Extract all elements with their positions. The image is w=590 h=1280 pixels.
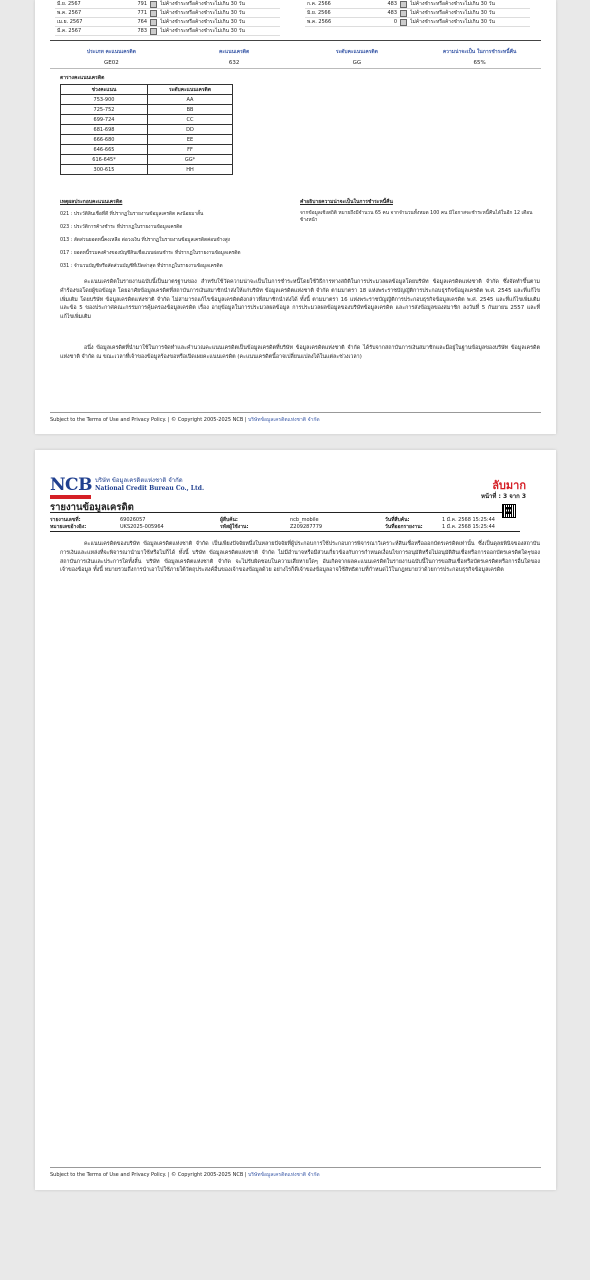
table-row xyxy=(61,125,233,135)
score-level-header: ระดับคะแนนเครดิต xyxy=(335,49,378,55)
confidential-label: ลับมาก xyxy=(492,479,526,492)
probability-value: 65% xyxy=(473,60,486,66)
payment-status: ไม่ค้างชำระหรือค้างชำระไม่เกิน 30 วัน xyxy=(410,10,495,16)
ncb-disclaimer-paragraph: คะแนนเครดิตของบริษัท ข้อมูลเครดิตแห่งชาติ จำกัด เป็นเพียงปัจจัยหนึ่งในหลายปัจจัยที่ผู้ประกอบการใช้ประกอบการพิจารณาวิเคราะห์สินเชื่อหรือออกบัตรเครดิตเท่านั้น ซึ่งเป็นดุลยพินิจของสถาบันการเงินและแหล่งที่จะพิจารณานำมาใช้หรือไม่ก็ได้ ทั้งนี้ บริษัท ข้อมูลเครดิตแห่งชาติ จำกัด ไม่มีอำนาจหรือมีส่วนเกี่ยวข้องกับการกำหนดเงื่อนไขการอนุมัติหรือไม่อนุมัติสินเชื่อหรือการออกบัตรเครดิตใดๆของสถาบันการเงินและประการใดทั้งสิ้น บริษัท ข้อมูลเครดิตแห่งชาติ จำกัด จะไม่รับผิดชอบในความเสียหายใดๆ อันเกิดจากผลคะแนนเครดิตในรายงานฉบับนี้ในการขอสินเชื่อหรือบัตรเครดิตหรือการอื่นใดของเจ้าของข้อมูล ทั้งนี้ หมายรวมถึงการนำเอาไปใช้ภายใต้วัตถุประสงค์อื่นของเจ้าของข้อมูลด้วย อย่างไรก็ดีเจ้าของข้อมูลอาจใช้สิทธิตามที่กำหนดไว้ในกฎหมายว่าด้วยการประกอบธุรกิจข้อมูลเครดิต xyxy=(60,541,540,574)
table-row xyxy=(61,95,233,105)
payment-status: ไม่ค้างชำระหรือค้างชำระไม่เกิน 30 วัน xyxy=(410,19,495,25)
status-square-icon xyxy=(150,10,157,17)
payment-month: มี.ค. 2567 xyxy=(57,28,82,34)
range-cell: 699-724 xyxy=(61,115,148,125)
payment-value: 771 xyxy=(137,10,147,16)
page-footer xyxy=(50,412,541,424)
payment-month: พ.ค. 2567 xyxy=(57,10,82,16)
user-value: ncb_mobile xyxy=(290,516,319,523)
status-square-icon xyxy=(150,28,157,35)
user-label: ผู้สืบค้น: xyxy=(220,516,238,523)
level-cell: FF xyxy=(148,145,233,155)
payment-row xyxy=(305,18,530,27)
title-divider xyxy=(50,512,508,513)
score-data-paragraph: อนึ่ง ข้อมูลเครดิตที่นำมาใช้ในการจัดทำและคำนวณคะแนนเครดิตเป็นข้อมูลเครดิตที่บริษัท ข้อมูลเครดิตแห่งชาติ จำกัด ได้รับจากสถาบันการเงินสมาชิกและมีอยู่ในฐานข้อมูลของบริษัท ข้อมูลเครดิตแห่งชาติ จำกัด ณ ขณะเวลาที่เจ้าของข้อมูลร้องขอหรือเปิดเผยคะแนนเครดิต (คะแนนเครดิตนี้อาจเปลี่ยนแปลงได้ในแต่ละช่วงเวลา) xyxy=(60,345,540,360)
payment-status: ไม่ค้างชำระหรือค้างชำระไม่เกิน 30 วัน xyxy=(160,1,245,7)
range-column-header: ช่วงคะแนน xyxy=(61,85,148,95)
table-row xyxy=(61,105,233,115)
level-cell: HH xyxy=(148,165,233,175)
payment-row xyxy=(305,0,530,9)
footer-copyright: Subject to the Terms of Use and Privacy Policy. | © Copyright 2005-2025 NCB | xyxy=(50,1172,249,1178)
footer-company-link[interactable]: บริษัทข้อมูลเครดิตแห่งชาติ จำกัด xyxy=(248,417,320,423)
report-no-label: รายงานเลขที่: xyxy=(50,516,81,523)
user-code-label: รหัสผู้ใช้งาน: xyxy=(220,524,249,531)
status-square-icon xyxy=(400,10,407,17)
report-info xyxy=(50,516,520,532)
report-page-2 xyxy=(35,0,556,434)
payment-month: ก.ค. 2566 xyxy=(307,1,331,7)
reference-label: หมายเลขอ้างอิง: xyxy=(50,524,87,531)
inquiry-date-label: วันที่สืบค้น: xyxy=(385,516,410,523)
status-square-icon xyxy=(400,19,407,26)
range-cell: 300-615 xyxy=(61,165,148,175)
range-cell: 681-698 xyxy=(61,125,148,135)
inquiry-date-value: 1 มี.ค. 2568 15:25:44 xyxy=(442,516,495,523)
score-type-header: ประเภท คะแนนเครดิต xyxy=(86,49,136,55)
payment-month: พ.ค. 2566 xyxy=(307,19,332,25)
reason-title: เหตุผลประกอบคะแนนเครดิต xyxy=(60,199,123,205)
score-value: 632 xyxy=(228,60,240,66)
score-level-value: GG xyxy=(352,60,362,66)
range-cell: 646-665 xyxy=(61,145,148,155)
level-cell: GG* xyxy=(148,155,233,165)
reason-item: 013 : สัดส่วนยอดหนี้คงเหลือ ต่อวงเงิน ที่ปรากฏในรายงานข้อมูลเครดิตค่อนข้างสูง xyxy=(60,238,231,243)
score-disclaimer-paragraph: คะแนนเครดิตในรายงานฉบับนี้เป็นมาตรฐานของ สำหรับใช้วัดความน่าจะเป็นในการชำระหนี้โดยใช้วิธีการทางสถิติในการประมวลผลข้อมูลโดยบริษัท ข้อมูลเครดิตแห่งชาติ จำกัด ซึ่งจัดทำขึ้นตามคำร้องขอโดยผู้ขอข้อมูล โดยอาศัยข้อมูลเครดิตที่สถาบันการเงินสมาชิกนำส่งให้แก่บริษัท ข้อมูลเครดิตแห่งชาติ จำกัด ตามมาตรา 18 แห่งพระราชบัญญัติการประกอบธุรกิจข้อมูลเครดิต พ.ศ. 2545 และที่แก้ไขเพิ่มเติม โดยบริษัท ข้อมูลเครดิตแห่งชาติ จำกัด ไม่สามารถแก้ไขข้อมูลเครดิตดังกล่าวที่สมาชิกนำส่งได้ ทั้งนี้ ตามมาตรา 16 แห่งพระราชบัญญัติการประกอบธุรกิจข้อมูลเครดิต พ.ศ. 2545 และที่แก้ไขเพิ่มเติม และข้อ 5 ของประกาศคณะกรรมการคุ้มครองข้อมูลเครดิต เรื่อง อายุข้อมูลในการประมวลผลข้อมูล การประมวลผลข้อมูลของบริษัทข้อมูลเครดิต และการส่งข้อมูลของสมาชิก ลงวันที่ 5 กันยายน 2557 และที่แก้ไขเพิ่มเติม xyxy=(60,279,540,321)
table-row xyxy=(61,155,233,165)
footer-company-link[interactable]: บริษัทข้อมูลเครดิตแห่งชาติ จำกัด xyxy=(248,1172,320,1178)
payment-value: 783 xyxy=(137,28,147,34)
payment-status: ไม่ค้างชำระหรือค้างชำระไม่เกิน 30 วัน xyxy=(410,1,495,7)
table-row xyxy=(61,135,233,145)
payment-value: 0 xyxy=(393,19,397,25)
reason-item: 031 : จำนวนบัญชีหรือสัดส่วนบัญชีที่เปิดล่าสุด ที่ปรากฏในรายงานข้อมูลเครดิต xyxy=(60,264,223,269)
payment-row xyxy=(55,9,280,18)
probability-description: จากข้อมูลเชิงสถิติ หมายถึงมีจำนวน 65 คน จากจำนวนทั้งหมด 100 คน มีโอกาสจะชำระหนี้คืนได้ในอีก 12 เดือนข้างหน้า xyxy=(300,211,533,223)
reason-item: 023 : ประวัติการค้างชำระ ที่ปรากฏในรายงานข้อมูลเครดิต xyxy=(60,225,183,230)
payment-row xyxy=(305,9,530,18)
status-square-icon xyxy=(400,1,407,8)
probability-title: คำอธิบายความน่าจะเป็นในการชำระหนี้คืน xyxy=(300,199,393,205)
payment-value: 791 xyxy=(137,1,147,7)
reason-item: 017 : ยอดหนี้รวมคงค้างของบัญชีสินเชื่อแบบผ่อนชำระ ที่ปรากฏในรายงานข้อมูลเครดิต xyxy=(60,251,241,256)
ncb-logo-mark: NCB xyxy=(50,475,92,495)
report-date-value: 1 มี.ค. 2568 15:25:44 xyxy=(442,524,495,531)
payment-month: มิ.ย. 2566 xyxy=(307,10,331,16)
payment-month: เม.ย. 2567 xyxy=(57,19,83,25)
payment-value: 764 xyxy=(137,19,147,25)
level-cell: AA xyxy=(148,95,233,105)
company-name-en: National Credit Bureau Co., Ltd. xyxy=(94,485,205,492)
logo-red-bar xyxy=(50,495,91,499)
payment-history-right xyxy=(305,0,530,27)
range-cell: 753-900 xyxy=(61,95,148,105)
payment-status: ไม่ค้างชำระหรือค้างชำระไม่เกิน 30 วัน xyxy=(160,28,245,34)
payment-month: มี.ย. 2567 xyxy=(57,1,81,7)
page-footer xyxy=(50,1167,541,1179)
table-row xyxy=(61,115,233,125)
level-cell: DD xyxy=(148,125,233,135)
table-row xyxy=(61,145,233,155)
report-page-3 xyxy=(35,450,556,1190)
payment-row xyxy=(55,27,280,36)
payment-value: 483 xyxy=(387,1,397,7)
reference-value: UKS2025-005964 xyxy=(120,524,164,531)
payment-row xyxy=(55,0,280,9)
score-range-table xyxy=(60,84,233,175)
payment-status: ไม่ค้างชำระหรือค้างชำระไม่เกิน 30 วัน xyxy=(160,10,245,16)
score-summary-header xyxy=(50,48,541,56)
payment-row xyxy=(55,18,280,27)
level-cell: BB xyxy=(148,105,233,115)
company-name xyxy=(95,477,204,493)
report-date-label: วันที่ออกรายงาน: xyxy=(385,524,423,531)
reason-list xyxy=(60,210,290,275)
ncb-logo xyxy=(50,477,204,499)
report-title: รายงานข้อมูลเครดิต xyxy=(50,502,134,513)
status-square-icon xyxy=(150,19,157,26)
score-type-value: GE02 xyxy=(104,60,119,66)
range-cell: 725-752 xyxy=(61,105,148,115)
user-code-value: Z209287779 xyxy=(290,524,323,531)
company-name-th: บริษัท ข้อมูลเครดิตแห่งชาติ จำกัด xyxy=(94,477,183,484)
section-divider xyxy=(50,40,541,41)
reason-item: 021 : ประวัติสินเชื่อที่ดี ที่ปรากฏในรายงานข้อมูลเครดิต คงน้อยมาสั้น xyxy=(60,212,204,217)
status-square-icon xyxy=(150,1,157,8)
level-cell: EE xyxy=(148,135,233,145)
score-header: คะแนนเครดิต xyxy=(218,49,250,55)
table-row xyxy=(61,165,233,175)
footer-copyright: Subject to the Terms of Use and Privacy Policy. | © Copyright 2005-2025 NCB | xyxy=(50,417,249,423)
payment-value: 483 xyxy=(387,10,397,16)
payment-history-left xyxy=(55,0,280,36)
table-header-row xyxy=(61,85,233,95)
page-number: หน้าที่ : 3 จาก 3 xyxy=(480,493,526,500)
report-no-value: 69026057 xyxy=(120,516,146,523)
range-cell: 666-680 xyxy=(61,135,148,145)
payment-status: ไม่ค้างชำระหรือค้างชำระไม่เกิน 30 วัน xyxy=(160,19,245,25)
level-column-header: ระดับคะแนนเครดิต xyxy=(148,85,233,95)
probability-header: ความน่าจะเป็น ในการชำระหนี้คืน xyxy=(442,49,517,55)
range-cell: 616-645* xyxy=(61,155,148,165)
score-range-title: ตารางคะแนนเครดิต xyxy=(60,75,105,81)
score-summary-values xyxy=(50,60,541,69)
level-cell: CC xyxy=(148,115,233,125)
